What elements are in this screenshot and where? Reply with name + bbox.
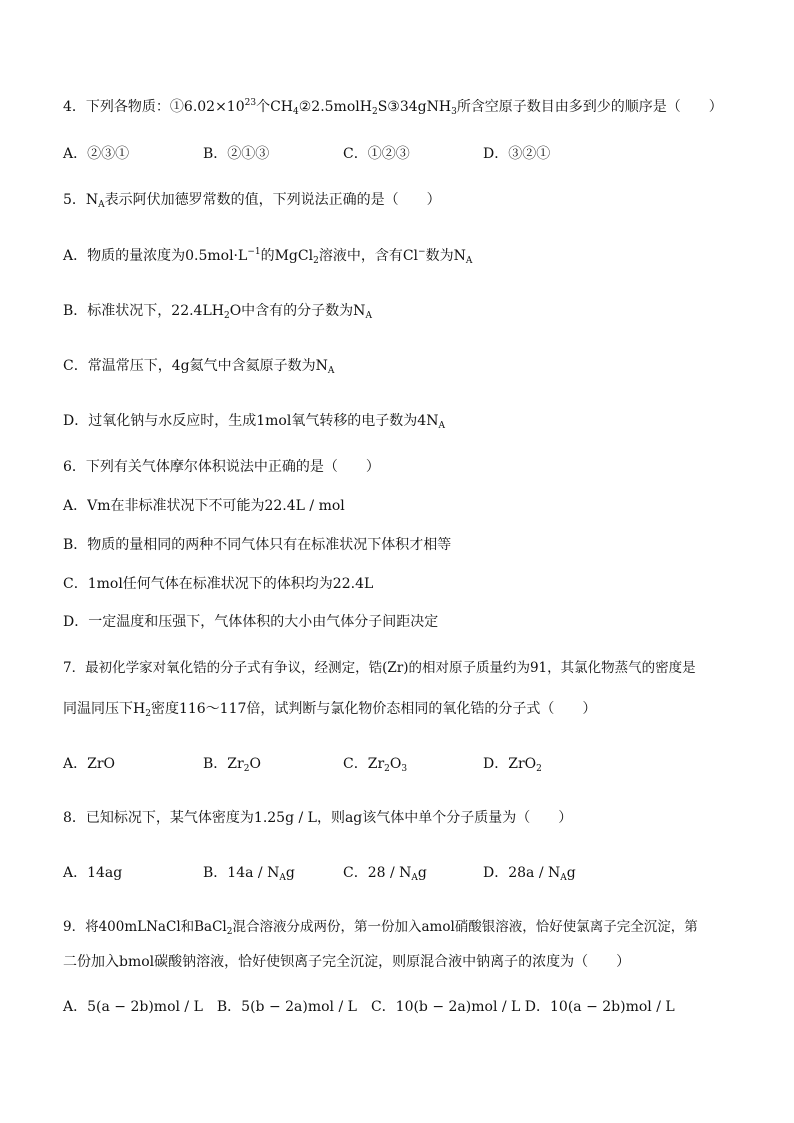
q7c-text: C．Zr xyxy=(343,756,385,772)
q5d-text: D．过氧化钠与水反应时，生成1mol氧气转移的电子数为4N xyxy=(63,413,439,429)
question-8-stem: 8．已知标况下，某气体密度为1.25g / L，则ag该气体中单个分子质量为（ ） xyxy=(63,810,573,826)
q7c-text: O xyxy=(389,756,402,772)
q9-options: A．5(a − 2b)mol / L B．5(b − 2a)mol / L C．10(b − 2a)mol / L D．10(a − 2b)mol / L xyxy=(63,999,675,1015)
q4-text: 所含空原子数目由多到少的顺序是（ ） xyxy=(456,99,723,115)
q5b-sub: 2 xyxy=(223,311,230,321)
q4-sup: 23 xyxy=(244,98,257,108)
question-9-line-2: 二份加入bmol碳酸钠溶液，恰好使钡离子完全沉淀，则原混合液中钠离子的浓度为（ ） xyxy=(63,954,631,970)
q8d-sub: A xyxy=(560,873,567,883)
q5c-text: C．常温常压下，4g氦气中含氦原子数为N xyxy=(63,358,328,374)
q4-text: 个CH xyxy=(256,99,293,115)
q8-option-b xyxy=(203,864,295,882)
q5a-text: 溶液中，含有Cl xyxy=(318,248,419,264)
question-7-line-2 xyxy=(63,700,596,718)
q5-option-c xyxy=(63,357,334,375)
q8c-text: g xyxy=(417,865,427,881)
q7c-sub: 2 xyxy=(384,764,390,774)
q5a-sup: − xyxy=(418,247,426,257)
q5-text: 5．N xyxy=(63,192,99,208)
q5d-sub: A xyxy=(438,421,445,431)
q7-option-d xyxy=(483,755,542,773)
q8-option-a xyxy=(63,864,122,882)
q8b-text: g xyxy=(285,865,295,881)
q5-text: 表示阿伏加德罗常数的值，下列说法正确的是（ ） xyxy=(104,192,441,208)
q9-text: 9．将400mLNaCl和BaCl xyxy=(63,919,227,935)
q4-option-d: D．③②① xyxy=(483,146,551,162)
q8d-text: g xyxy=(566,865,576,881)
q5a-text: 的MgCl xyxy=(260,248,314,264)
q5-option-b xyxy=(63,302,372,320)
q8b-text: B．14a / N xyxy=(203,865,280,881)
q4-text: S③34gNH xyxy=(377,99,452,115)
q5c-sub: A xyxy=(327,366,335,376)
q5a-text: A．物质的量浓度为0.5mol·L xyxy=(63,248,248,264)
q7-option-a xyxy=(63,755,115,773)
q7b-text: O xyxy=(249,756,261,772)
q8b-sub: A xyxy=(279,873,286,883)
q9-sub: 2 xyxy=(226,927,233,937)
q6-option-d: D．一定温度和压强下，气体体积的大小由气体分子间距决定 xyxy=(63,614,439,630)
q5a-sub: 2 xyxy=(313,256,319,266)
q5a-sup: −1 xyxy=(247,247,261,257)
question-7-line-1: 7．最初化学家对氧化锆的分子式有争议，经测定，锆(Zr)的相对原子质量约为91，其氯化物蒸气的密度是 xyxy=(63,660,696,676)
question-6-stem: 6．下列有关气体摩尔体积说法中正确的是（ ） xyxy=(63,459,380,475)
q8c-text: C．28 / N xyxy=(343,865,412,881)
q7b-text: B．Zr xyxy=(203,756,244,772)
q8c-sub: A xyxy=(411,873,418,883)
q7d-text: D．ZrO xyxy=(483,756,537,772)
q8a-text: A．14ag xyxy=(63,865,123,881)
question-4-stem xyxy=(63,98,723,116)
q9-text: 混合溶液分成两份，第一份加入amol硝酸银溶液，恰好使氯离子完全沉淀，第 xyxy=(232,919,698,935)
q8d-text: D．28a / N xyxy=(483,865,561,881)
q7-option-b xyxy=(203,755,261,773)
q7-option-c xyxy=(343,755,407,773)
q8-option-c xyxy=(343,864,427,882)
q4-text: ②2.5molH xyxy=(298,99,372,115)
q8-option-d xyxy=(483,864,576,882)
q7c-sub: 3 xyxy=(401,764,408,774)
q7b-sub: 2 xyxy=(243,764,250,774)
q7-sub: 2 xyxy=(145,709,151,719)
q5a-text: 数为N xyxy=(425,248,466,264)
q5-option-d xyxy=(63,412,445,430)
q7d-sub: 2 xyxy=(536,764,542,774)
q7-text: 同温同压下H xyxy=(63,701,146,717)
q5-option-a xyxy=(63,247,472,265)
question-9-line-1 xyxy=(63,918,698,936)
q5a-sub: A xyxy=(465,256,473,266)
q5b-text: O中含有的分子数为N xyxy=(229,303,366,319)
q4-option-a: A．②③① xyxy=(63,146,130,162)
q4-sub: 2 xyxy=(371,107,378,117)
q5b-text: B．标准状况下，22.4LH xyxy=(63,303,224,319)
q4-option-c: C．①②③ xyxy=(343,146,410,162)
q6-option-c: C．1mol任何气体在标准状况下的体积均为22.4L xyxy=(63,576,374,592)
q4-text: 4．下列各物质：①6.02×10 xyxy=(63,99,245,115)
q6-option-a: A．Vm在非标准状况下不可能为22.4L / mol xyxy=(63,498,345,514)
q4-sub: 4 xyxy=(293,107,299,117)
q4-option-b: B．②①③ xyxy=(203,146,270,162)
q5-sub: A xyxy=(98,200,105,210)
q7a-text: A．ZrO xyxy=(63,756,116,772)
q7-text: 密度116～117倍，试判断与氯化物价态相同的氧化锆的分子式（ ） xyxy=(150,701,597,717)
q5b-sub: A xyxy=(365,311,372,321)
q6-option-b: B．物质的量相同的两种不同气体只有在标准状况下体积才相等 xyxy=(63,537,452,553)
q4-sub: 3 xyxy=(451,107,457,117)
question-5-stem xyxy=(63,191,441,209)
